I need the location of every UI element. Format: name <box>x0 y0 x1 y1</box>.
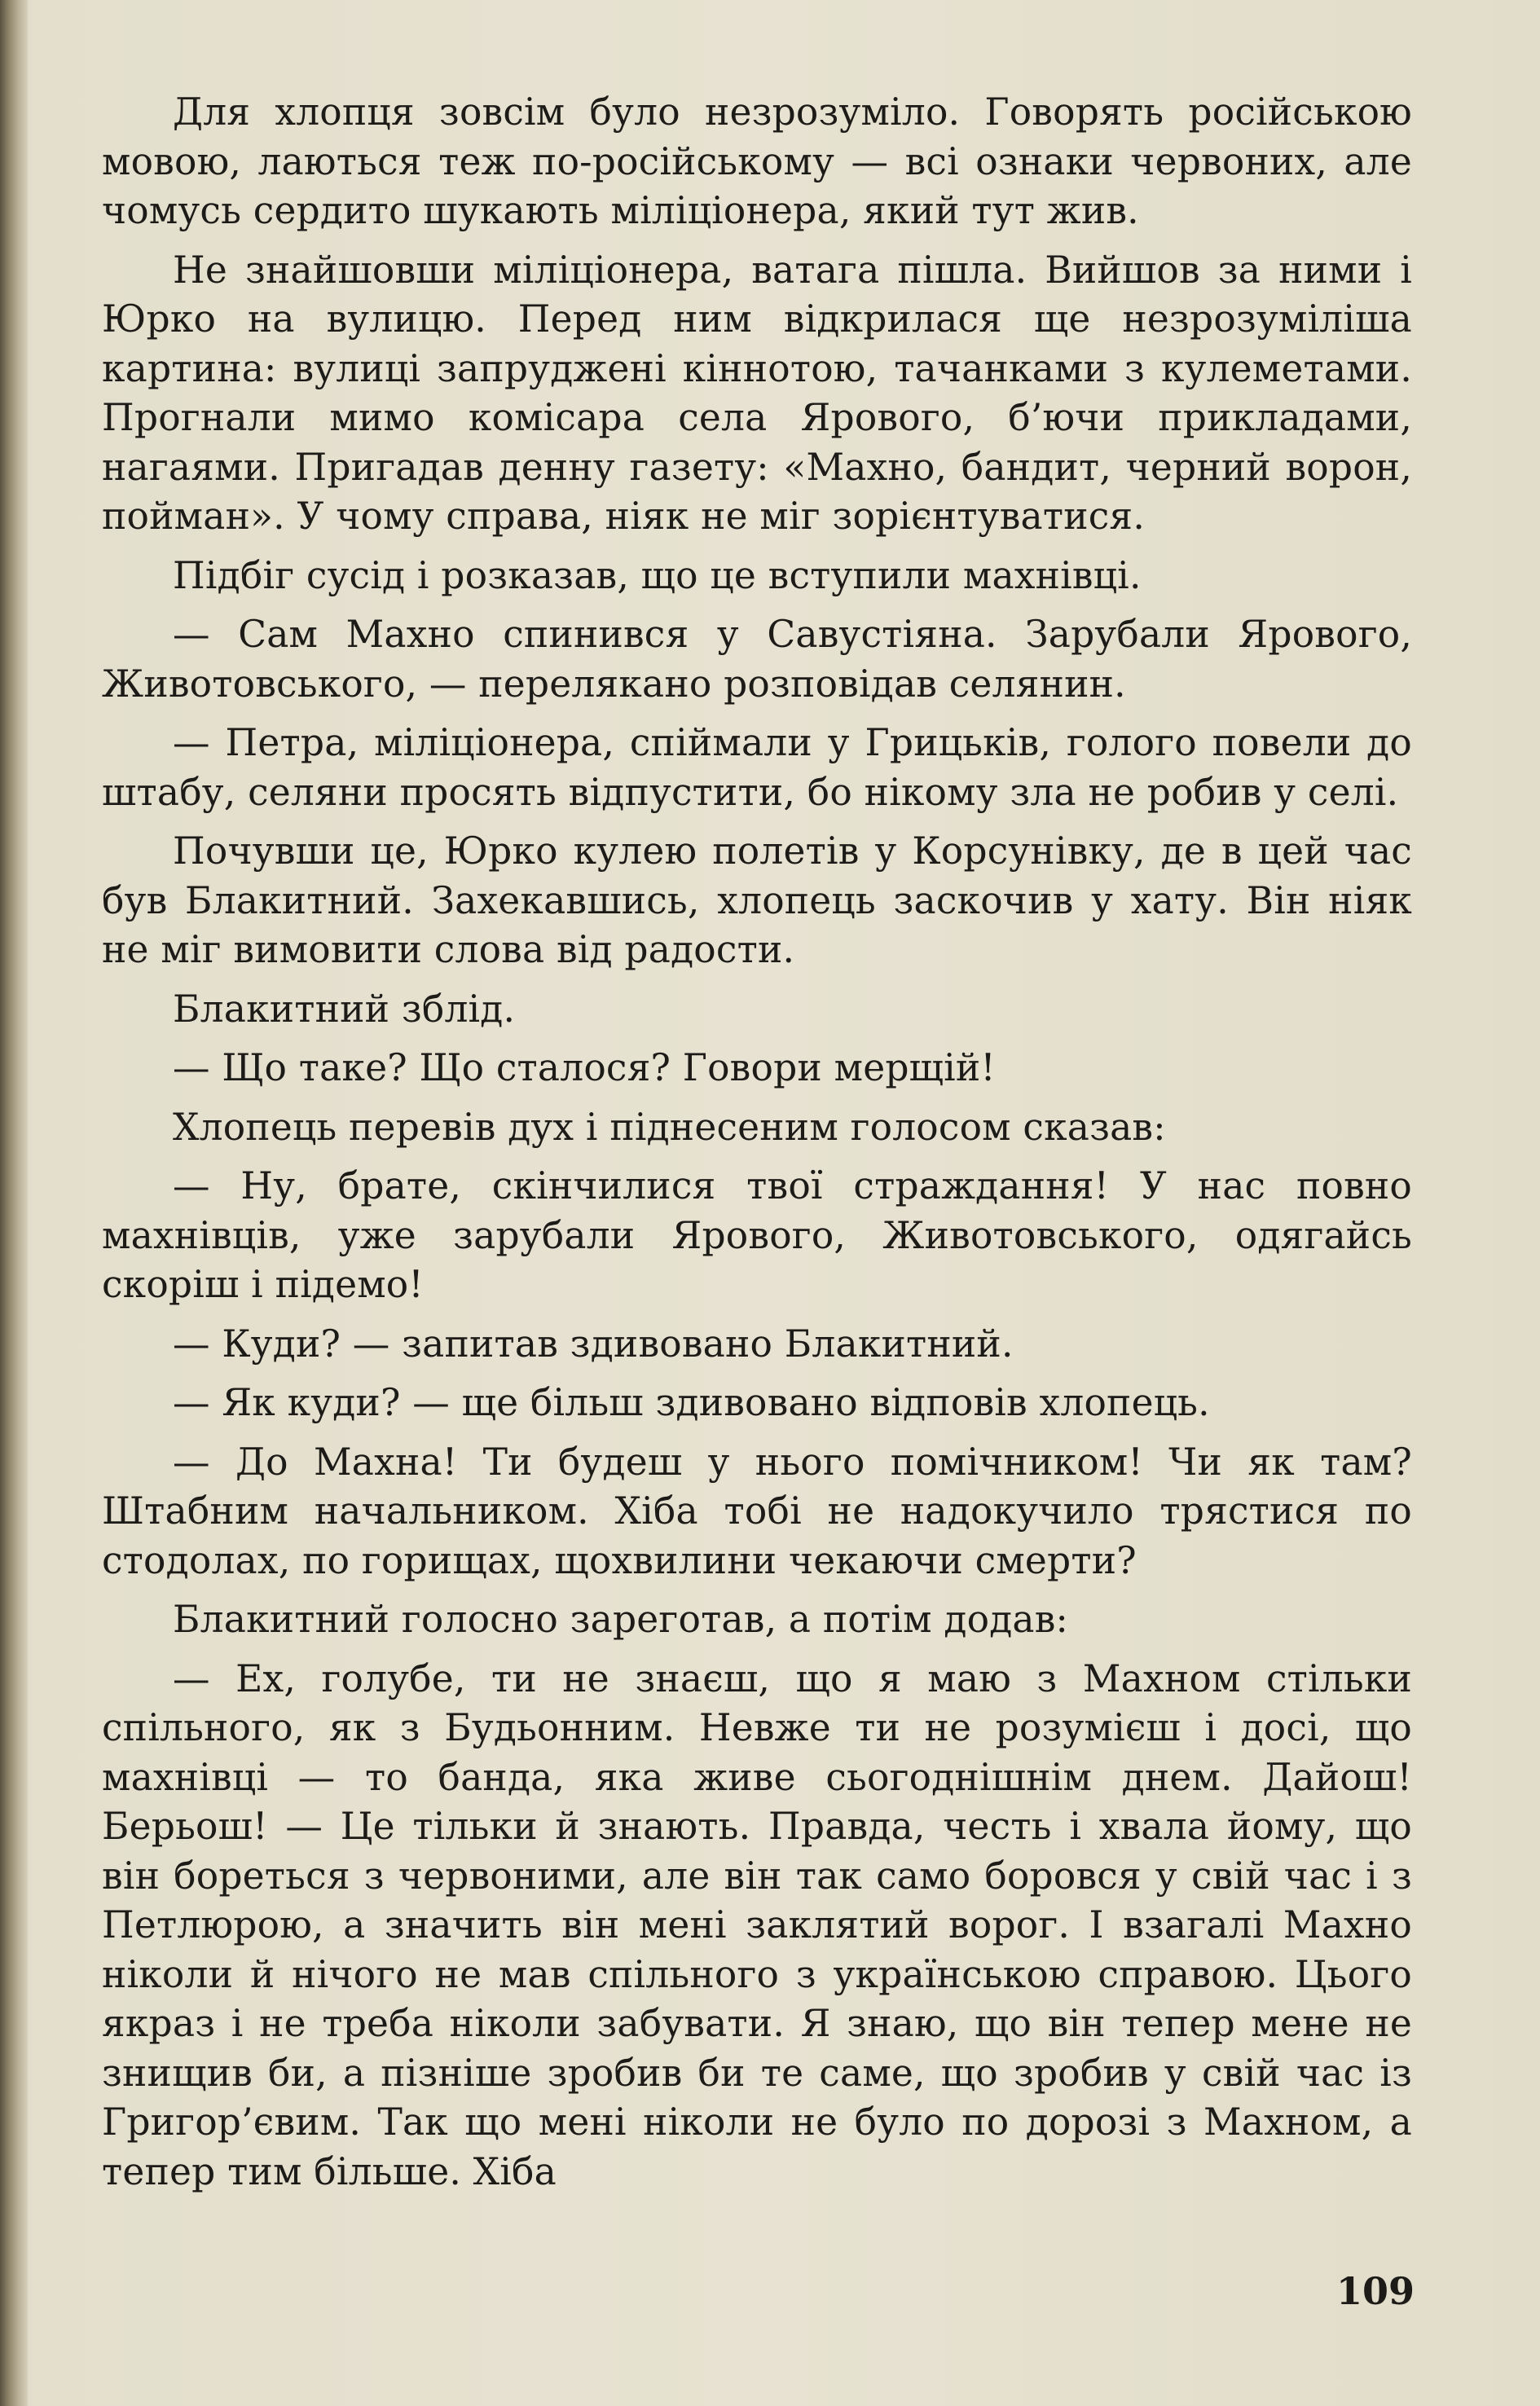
paragraph: — Ех, голубе, ти не знаєш, що я маю з Махном стільки спільного, як з Будьонним. Невже ти не розумієш і досі, що махнівці — то банда, яка живе сьогоднішнім днем. Дайош! Берьош! — Це тільки й знають. Правда, честь і хвала йому, що він бореться з червоними, але він так само боровся у свій час і з Петлюрою, а значить він мені заклятий ворог. І взагалі Махно ніколи й нічого не мав спільного з українською справою. Цього якраз і не треба ніколи забувати. Я знаю, що він тепер мене не знищив би, а пізніше зробив би те саме, що зробив у свій час із Григор’євим. Так що мені ніколи не було по дорозі з Махном, а тепер тим більше. Хіба <box>102 1656 1412 2193</box>
paragraph: Підбіг сусід і розказав, що це вступили махнівці. <box>173 553 1142 597</box>
paragraph: — Ну, брате, скінчилися твої страждання! У нас повно махнівців, уже зарубали Ярового, Животовського, одягайсь скоріш і підемо! <box>102 1164 1412 1306</box>
body-text <box>102 88 1412 2206</box>
page-number: 109 <box>1336 2269 1415 2313</box>
paragraph: Блакитний зблід. <box>173 987 516 1031</box>
paragraph: — Петра, міліціонера, спіймали у Грицьків, голого повели до штабу, селяни просять відпустити, бо нікому зла не робив у селі. <box>102 721 1412 814</box>
paragraph: — Що таке? Що сталося? Говори мерщій! <box>173 1046 996 1089</box>
paragraph: Не знайшовши міліціонера, ватага пішла. Вийшов за ними і Юрко на вулицю. Перед ним відкрилася ще незрозуміліша картина: вулиці запруджені кіннотою, тачанками з кулеметами. Прогнали мимо комісара села Ярового, б’ючи прикладами, нагаями. Пригадав денну газету: «Махно, бандит, черний ворон, пойман». У чому справа, ніяк не міг зорієнтуватися. <box>102 248 1412 538</box>
paragraph: Блакитний голосно зареготав, а потім додав: <box>173 1598 1069 1641</box>
paragraph: — Як куди? — ще більш здивовано відповів хлопець. <box>173 1381 1210 1424</box>
paragraph: Для хлопця зовсім було незрозуміло. Говорять російською мовою, лаються теж по-російському — всі ознаки червоних, але чомусь сердито шукають міліціонера, який тут жив. <box>102 90 1412 232</box>
paragraph: Хлопець перевів дух і піднесеним голосом сказав: <box>173 1105 1166 1149</box>
paragraph: — Сам Махно спинився у Савустіяна. Зарубали Ярового, Животовського, — перелякано розповідав селянин. <box>102 613 1412 706</box>
page-binding-edge <box>0 0 28 2406</box>
paragraph: Почувши це, Юрко кулею полетів у Корсунівку, де в цей час був Блакитний. Захекавшись, хлопець заскочив у хату. Він ніяк не міг вимовити слова від радости. <box>102 829 1412 971</box>
paragraph: — До Махна! Ти будеш у нього помічником! Чи як там? Штабним начальником. Хіба тобі не надокучило трястися по стодолах, по горищах, щохвилини чекаючи смерти? <box>102 1440 1412 1582</box>
paragraph: — Куди? — запитав здивовано Блакитний. <box>173 1322 1014 1366</box>
